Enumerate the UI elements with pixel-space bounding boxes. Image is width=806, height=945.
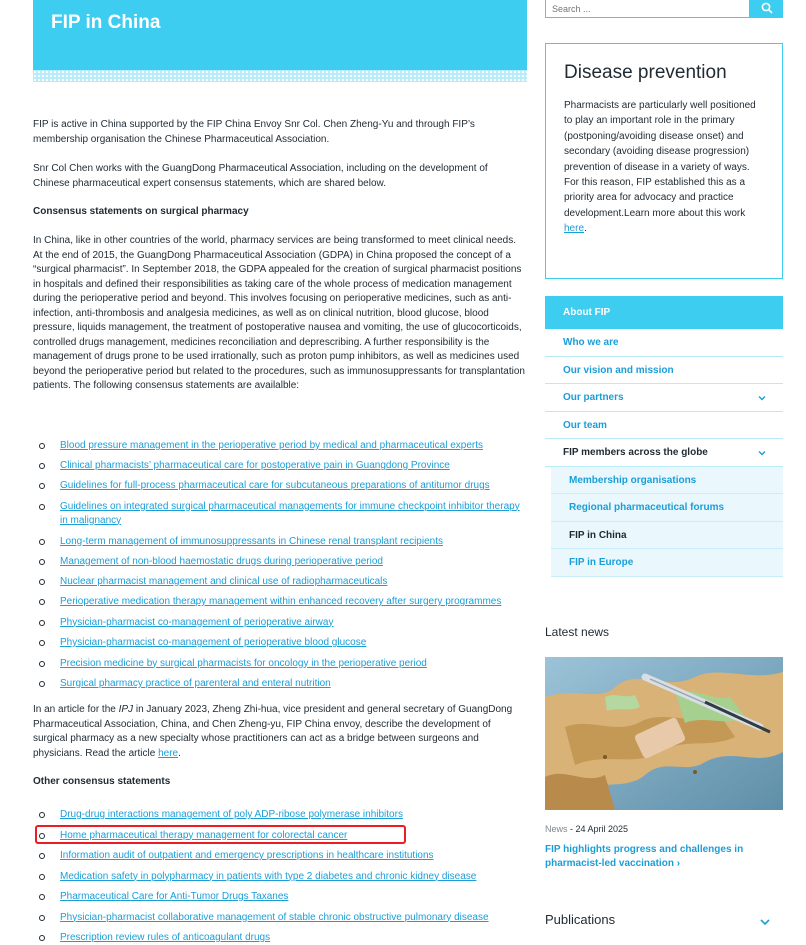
- map-syringe-photo: [545, 657, 783, 810]
- search-bar: [545, 0, 783, 18]
- news-category[interactable]: News: [545, 824, 568, 834]
- list-item: [33, 479, 527, 493]
- consensus-statement-link[interactable]: Pharmaceutical Care for Anti-Tumor Drugs Taxanes: [60, 891, 289, 902]
- arrow-right-icon: ›: [676, 858, 681, 869]
- list-item: [33, 439, 527, 453]
- consensus-statement-link[interactable]: Precision medicine by surgical pharmacists for oncology in the perioperative period: [60, 657, 427, 669]
- list-item: [33, 500, 527, 528]
- list-item: [33, 459, 527, 473]
- highlight-annotation: [35, 825, 406, 844]
- chevron-down-icon[interactable]: [757, 393, 767, 403]
- list-item: [33, 849, 527, 863]
- article-link[interactable]: here: [158, 747, 179, 759]
- section-heading-surgical: Consensus statements on surgical pharmacy: [33, 206, 249, 217]
- consensus-statement-link[interactable]: Drug-drug interactions management of poly ADP-ribose polymerase inhibitors: [60, 809, 403, 820]
- nav-item-label: Who we are: [563, 337, 619, 348]
- consensus-statement-link[interactable]: Medication safety in polypharmacy in patients with type 2 diabetes and chronic kidney disease: [60, 870, 477, 882]
- nav-subitem-regional-forums[interactable]: [551, 494, 783, 522]
- ipj-italic: IPJ: [118, 704, 134, 715]
- consensus-statement-link[interactable]: Perioperative medication therapy management within enhanced recovery after surgery programmes: [60, 596, 502, 607]
- nav-head-about-fip[interactable]: About FIP: [545, 296, 783, 329]
- disease-prevention-body: Pharmacists are particularly well positioned to play an important role in the primary (postponing/avoiding disease onset) and secondary (avoiding disease progression) prevention of disease in a variety of ways. For this reason, FIP established this as a priority area for advocacy and practice development.Learn more about this work: [564, 100, 756, 219]
- consensus-statement-link[interactable]: Physician-pharmacist collaborative management of stable chronic obstructive pulmonary disease: [60, 911, 489, 923]
- consensus-statement-link[interactable]: Blood pressure management in the perioperative period by medical and pharmaceutical experts: [60, 440, 484, 451]
- disease-prevention-card: [545, 43, 783, 279]
- consensus-statement-link[interactable]: Home pharmaceutical therapy management for colorectal cancer: [60, 829, 348, 841]
- nav-item-label: Membership organisations: [569, 474, 697, 486]
- consensus-statement-link[interactable]: Guidelines on integrated surgical pharmaceutical managements for immune checkpoint inhibitor therapy in malignancy: [60, 500, 520, 526]
- article-paragraph: [33, 703, 527, 761]
- news-separator: -: [567, 824, 576, 834]
- list-item: [33, 870, 527, 884]
- nav-item-label: Our team: [563, 419, 607, 431]
- news-meta: [545, 824, 628, 834]
- consensus-statement-link[interactable]: Guidelines for full-process pharmaceutical care for subcutaneous preparations of antitumor drugs: [60, 480, 490, 491]
- page-title: FIP in China: [51, 12, 161, 33]
- news-headline-text: FIP highlights progress and challenges in pharmacist-led vaccination: [545, 844, 744, 869]
- nav-item-fip-members[interactable]: [545, 439, 783, 467]
- consensus-statement-link[interactable]: Nuclear pharmacist management and clinical use of radiopharmaceuticals: [60, 575, 388, 587]
- latest-news-title: Latest news: [545, 625, 610, 639]
- disease-prevention-end: .: [584, 223, 587, 235]
- disease-prevention-text: [564, 98, 764, 237]
- list-item: [33, 911, 527, 925]
- consensus-statement-link[interactable]: Surgical pharmacy practice of parenteral and enteral nutrition: [60, 678, 331, 689]
- consensus-statement-link[interactable]: Clinical pharmacists’ pharmaceutical care for postoperative pain in Guangdong Province: [60, 460, 450, 471]
- list-item: [33, 575, 527, 589]
- chevron-down-icon[interactable]: [757, 448, 767, 458]
- nav-item-our-team[interactable]: [545, 412, 783, 440]
- article-text-1: In an article for the: [33, 704, 119, 715]
- article-end: .: [178, 747, 181, 759]
- page-banner: [33, 0, 527, 82]
- nav-item-our-partners[interactable]: [545, 384, 783, 412]
- publications-title: Publications: [545, 912, 616, 927]
- nav-subitem-membership-orgs[interactable]: [551, 467, 783, 495]
- list-item: [33, 636, 527, 650]
- disease-prevention-title: Disease prevention: [564, 62, 727, 83]
- consensus-statement-link[interactable]: Physician-pharmacist co-management of perioperative airway: [60, 616, 334, 628]
- surgical-pharmacy-paragraph: In China, like in other countries of the world, pharmacy services are being transformed to meet clinical needs. At the end of 2015, the GuangDong Pharmaceutical Association (GDPA) in China proposed the concept of a “surgical pharmacist”. In September 2018, the GDPA appealed for the creation of surgical pharmacist positions in hospitals and defined their responsibilities as taking care of the whole process of medication management during the perioperative period and beyond. This involves focusing on perioperative medicines, such as anti-infection, anti-thrombosis and analgesia medicines, as well as on clinical nutrition, blood glucose, blood pressure, liquids management, the treatment of postoperative nausea and vomiting, the use of glucocorticoids, controlled drugs management, medicines reconciliation and deprescribing. A further responsibility is the management of drugs prone to be used irrationally, such as proton pump inhibitors, as well as medicines used beyond the perioperative period but related to the procedures, such as immunosuppressants for transplantation patients. The following consensus statements are availalble:: [33, 235, 525, 391]
- nav-item-label: FIP members across the globe: [563, 447, 708, 458]
- nav-subitem-fip-china[interactable]: [551, 522, 783, 550]
- search-input[interactable]: [545, 0, 750, 18]
- banner-pattern: [33, 70, 527, 82]
- section-heading-other: Other consensus statements: [33, 776, 171, 787]
- list-item: [33, 555, 527, 569]
- list-item: [33, 535, 527, 549]
- nav-item-label: Our partners: [563, 392, 624, 403]
- search-icon: [761, 2, 773, 14]
- nav-submenu: [551, 467, 783, 577]
- nav-item-who-we-are[interactable]: [545, 329, 783, 357]
- news-headline-link[interactable]: [545, 843, 783, 871]
- nav-item-label: FIP in Europe: [569, 557, 634, 568]
- consensus-statement-link[interactable]: Physician-pharmacist co-management of perioperative blood glucose: [60, 637, 367, 648]
- disease-prevention-link[interactable]: here: [564, 223, 585, 235]
- consensus-statement-link[interactable]: Information audit of outpatient and emergency prescriptions in healthcare institutions: [60, 850, 434, 861]
- article-text-2: in January 2023, Zheng Zhi-hua, vice president and general secretary of GuangDong Pharmaceutical Association, China, and Chen Zheng-yu, FIP China envoy, describe the development of surgical pharmacy as a new specialty whose practitioners can act as a bridge between surgeons and physicians. Read the article: [33, 704, 513, 759]
- list-item: [33, 677, 527, 691]
- consensus-statement-link[interactable]: Long-term management of immunosuppressants in Chinese renal transplant recipients: [60, 535, 443, 547]
- news-date: 24 April 2025: [575, 824, 629, 834]
- list-item: [33, 616, 527, 630]
- nav-item-vision-mission[interactable]: [545, 357, 783, 385]
- intro-paragraph-2: Snr Col Chen works with the GuangDong Pharmaceutical Association, including on the development of Chinese pharmaceutical expert consensus statements, which are shared below.: [33, 163, 488, 189]
- list-item: [33, 595, 527, 609]
- publications-accordion[interactable]: [545, 912, 783, 934]
- list-item: [33, 657, 527, 671]
- news-image[interactable]: [545, 657, 783, 810]
- nav-item-label: Regional pharmaceutical forums: [569, 502, 725, 513]
- list-item: [33, 890, 527, 904]
- nav-subitem-fip-europe[interactable]: [551, 549, 783, 577]
- list-item: [33, 808, 527, 822]
- intro-paragraph-1: FIP is active in China supported by the FIP China Envoy Snr Col. Chen Zheng-Yu and through FIP’s membership organisation the Chinese Pharmaceutical Association.: [33, 119, 475, 145]
- chevron-down-icon: [759, 916, 771, 928]
- consensus-statement-link[interactable]: Prescription review rules of anticoagulant drugs: [60, 932, 271, 943]
- nav-item-label: Our vision and mission: [563, 364, 674, 376]
- search-button[interactable]: [750, 0, 783, 18]
- nav-item-label: FIP in China: [569, 529, 627, 541]
- consensus-statement-link[interactable]: Management of non-blood haemostatic drugs during perioperative period: [60, 555, 383, 567]
- about-fip-nav: [545, 296, 783, 577]
